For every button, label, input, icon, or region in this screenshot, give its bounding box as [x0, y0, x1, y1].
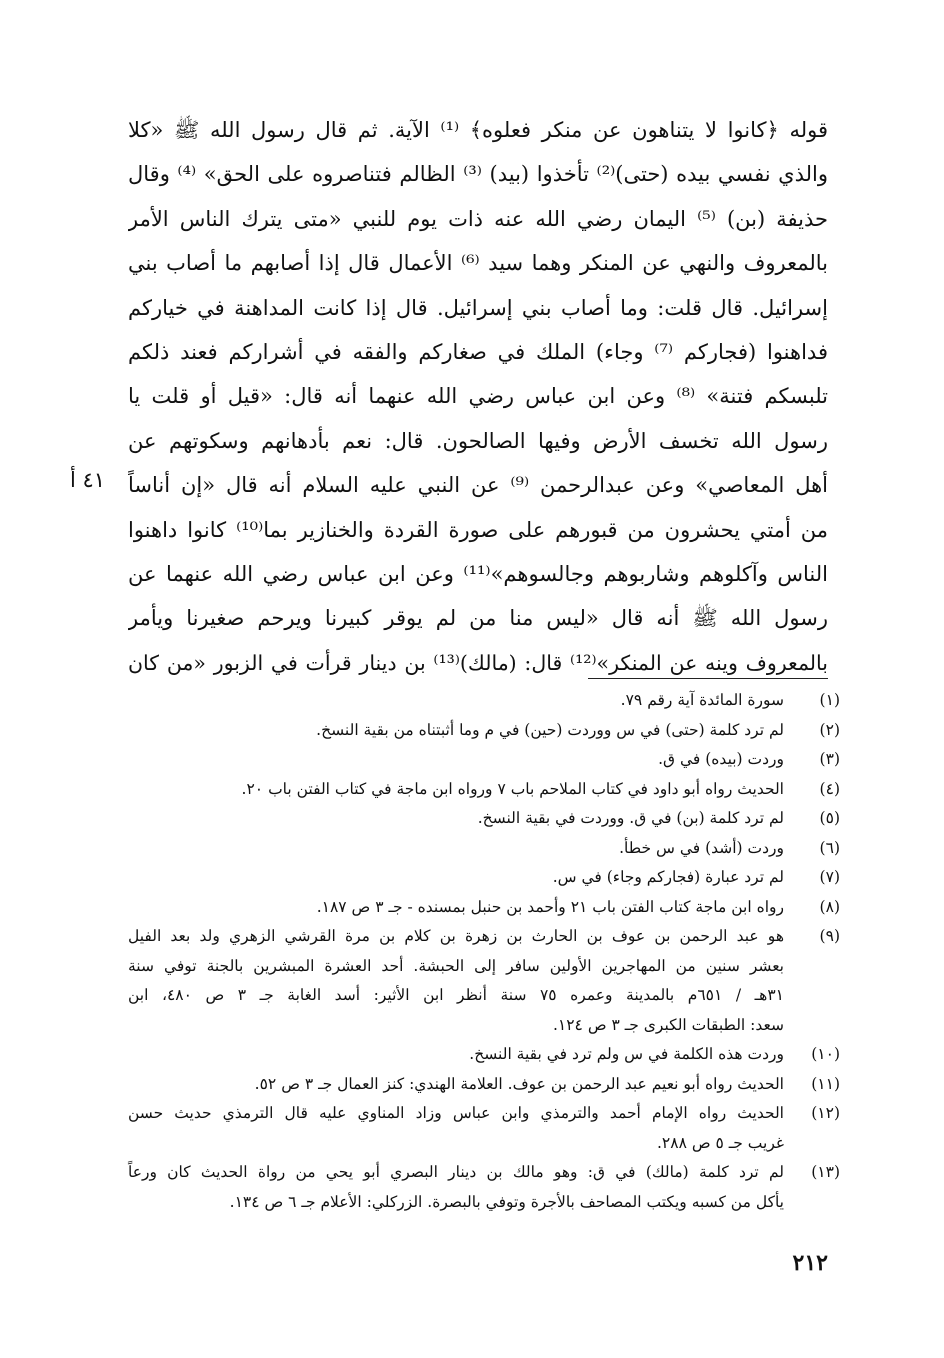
- main-text-line: بالمعروف وينه عن المنكر»⁽¹²⁾ قال: (مالك)⁽¹³⁾ بن دينار قرأت في الزبور «من كان: [128, 650, 828, 675]
- footnote-text: وردت (بيده) في ق.: [658, 750, 784, 768]
- footnote-number: (٩): [819, 927, 840, 945]
- footnote-number: (٤): [819, 779, 840, 798]
- main-text-line: رسول الله تخسف الأرض وفيها الصالحون. قال: نعم بأدهانهم وسكوتهم عن: [128, 428, 828, 453]
- footnote: [128, 804, 840, 834]
- main-text-line: إسرائيل. قال قلت: وما أصاب بني إسرائيل. قال إذا كانت المداهنة في خياركم: [128, 295, 828, 320]
- footnote-text: لم ترد كلمة (بن) في ق. ووردت في بقية النسخ.: [477, 809, 784, 827]
- main-text-line: بالمعروف والنهي عن المنكر وهما سيد ⁽⁶⁾ الأعمال قال إذا أصابهم ما أصاب بني: [128, 251, 828, 276]
- footnote: [128, 686, 840, 716]
- footnote: [128, 716, 840, 746]
- footnote-number: (٢): [819, 720, 840, 739]
- footnote: [128, 745, 840, 775]
- footnote-text: هو عبد الرحمن بن عوف بن الحارث بن زهرة بن كلام بن مرة القرشي الزهري ولد بعد الفيل: [128, 927, 784, 945]
- footnote-number: (٨): [819, 897, 840, 916]
- main-text-line: حذيفة (بن) ⁽⁵⁾ اليمان رضي الله عنه ذات يوم للنبي «متى يترك الناس الأمر: [128, 206, 828, 231]
- footnotes: [128, 686, 840, 1217]
- footnote-text: سعد: الطبقات الكبرى جـ ٣ ص ١٢٤.: [552, 1015, 784, 1034]
- manuscript-folio-marker: ٤١ أ: [70, 468, 106, 492]
- footnote-text: يأكل من كسبه ويكتب المصاحف بالأجرة وتوفي بالبصرة. الزركلي: الأعلام جـ ٦ ص ١٣٤.: [229, 1192, 784, 1211]
- footnote-number: (١٠): [811, 1045, 840, 1063]
- footnote: [128, 1040, 840, 1070]
- main-text-line: فداهنوا (فجاركم ⁽⁷⁾ وجاء) الملك في صغاركم والفقه في أشراركم فعند ذلكم: [128, 339, 828, 364]
- footnote-text: وردت (أشد) في س خطأ.: [619, 838, 784, 857]
- footnote-number: (٥): [819, 809, 840, 827]
- main-text-line: تلبسكم فتنة» ⁽⁸⁾ وعن ابن عباس رضي الله عنهما أنه قال: «قيل أو قلت يا: [128, 384, 828, 409]
- footnote: [128, 1070, 840, 1100]
- footnote: [128, 893, 840, 923]
- footnote-text: لم ترد كلمة (حتى) في س ووردت (حين) في م وما أثبتناه من بقية النسخ.: [316, 720, 784, 739]
- footnote-text: لم ترد كلمة (مالك) في ق: وهو مالك بن دينار البصري أبو يحي من رواة الحديث كان ورعاً: [128, 1163, 784, 1181]
- footnote: [128, 922, 840, 1040]
- footnote: [128, 863, 840, 893]
- footnote-text: غريب جـ ٥ ص ٢٨٨.: [656, 1133, 784, 1152]
- footnote: [128, 834, 840, 864]
- footnote-number: (١): [819, 691, 840, 709]
- footnote-text: رواه ابن ماجة كتاب الفتن باب ٢١ وأحمد بن حنبل بمسنده - جـ ٣ ص ١٨٧.: [316, 897, 784, 916]
- main-text-line: أهل المعاصي» وعن عبدالرحمن ⁽⁹⁾ عن النبي عليه السلام أنه قال «إن أناساً: [128, 473, 828, 498]
- footnote-number: (١٢): [811, 1104, 840, 1122]
- footnote: [128, 1099, 840, 1158]
- footnote-text: بعشر سنين من المهاجرين الأولين سافر إلى الحبشة. أحد العشرة المبشرين بالجنة توفي سنة: [128, 956, 784, 975]
- footnote-number: (٦): [819, 838, 840, 857]
- footnote-number: (٧): [819, 868, 840, 886]
- footnote: [128, 775, 840, 805]
- footnote-number: (١١): [811, 1074, 840, 1093]
- footnote-text: الحديث رواه أبو داود في كتاب الملاحم باب ٧ ورواه ابن ماجة في كتاب الفتن باب ٢٠.: [241, 779, 784, 798]
- footnote-text: الحديث رواه أبو نعيم عبد الرحمن بن عوف. العلامة الهندي: كنز العمال جـ ٣ ص ٥٢.: [254, 1074, 784, 1093]
- main-text-line: الناس وآكلوهم وشاربوهم وجالسوهم»⁽¹¹⁾ وعن ابن عباس رضي الله عنهما عن: [128, 561, 828, 586]
- footnote-text: سورة المائدة آية رقم ٧٩.: [620, 691, 784, 709]
- footnote-text: ٣١هـ / ٦٥١م بالمدينة وعمره ٧٥ سنة أنظر ابن الأثير: أسد الغابة جـ ٣ ص ٤٨٠، ابن: [128, 986, 785, 1004]
- footnote: [128, 1158, 840, 1217]
- page-number: ٢١٢: [792, 1250, 828, 1276]
- main-text-line: رسول الله ﷺ أنه قال «ليس منا من لم يوقر كبيرنا ويرحم صغيرنا ويأمر: [128, 606, 828, 631]
- footnote-text: لم ترد عبارة (فجاركم وجاء) في س.: [552, 868, 784, 886]
- main-text-line: من أمتي يحشرون من قبورهم على صورة القردة والخنازير بما⁽¹⁰⁾ كانوا داهنوا: [128, 517, 828, 542]
- main-text-line: والذي نفسي بيده (حتى)⁽²⁾ تأخذوا (بيد) ⁽³⁾ الظالم فتناصروه على الحق» ⁽⁴⁾ وقال: [128, 162, 828, 187]
- main-text-line: قوله ﴿كانوا لا يتناهون عن منكر فعلوه﴾ ⁽¹⁾ الآية. ثم قال رسول الله ﷺ «كلا: [128, 118, 828, 142]
- footnote-text: وردت هذه الكلمة في س ولم ترد في بقية النسخ.: [469, 1045, 784, 1063]
- footnote-number: (٣): [819, 750, 840, 768]
- footnote-text: الحديث رواه الإمام أحمد والترمذي وابن عباس وزاد المناوي عليه قال الترمذي حديث حسن: [128, 1104, 784, 1122]
- footnote-separator: [588, 678, 828, 679]
- footnote-number: (١٣): [811, 1163, 840, 1181]
- main-text: [128, 108, 828, 685]
